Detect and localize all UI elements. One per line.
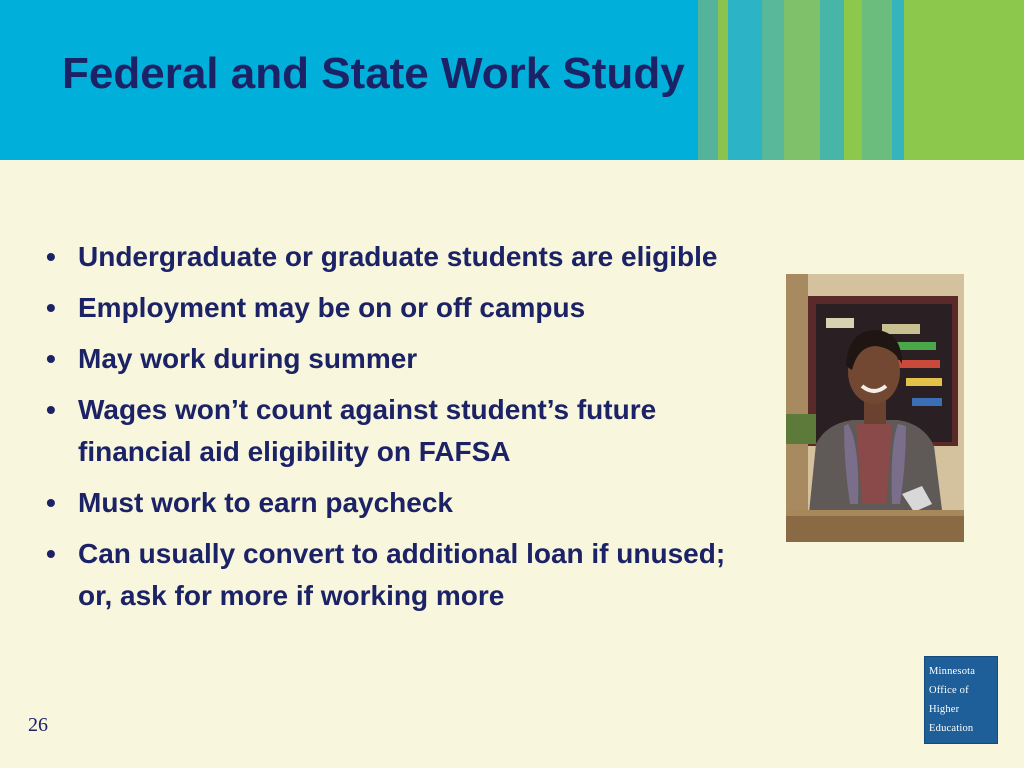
bullet-text: Undergraduate or graduate students are eligible xyxy=(78,241,718,272)
header-stripe xyxy=(762,0,784,160)
logo-text: Minnesota xyxy=(929,666,976,677)
bullet-item xyxy=(46,482,756,524)
header-stripe xyxy=(844,0,862,160)
slide-title: Federal and State Work Study xyxy=(62,49,685,98)
bullet-item xyxy=(46,533,756,617)
bullet-icon: • xyxy=(46,487,56,518)
header-stripe xyxy=(784,0,820,160)
bullet-item xyxy=(46,236,756,278)
header-stripe xyxy=(904,0,1024,160)
logo-text: Office of xyxy=(929,685,969,696)
bullet-text: Must work to earn paycheck xyxy=(78,487,454,518)
header-stripe xyxy=(820,0,844,160)
bullet-text: Employment may be on or off campus xyxy=(78,292,586,323)
bullet-icon: • xyxy=(46,292,56,323)
header-stripe xyxy=(718,0,728,160)
logo-text: Education xyxy=(929,723,974,734)
header-stripe xyxy=(892,0,904,160)
header-stripe xyxy=(728,0,762,160)
bullet-item xyxy=(46,389,756,473)
header-stripe xyxy=(862,0,892,160)
organization-logo xyxy=(924,656,998,744)
header-stripe xyxy=(698,0,718,160)
bullet-icon: • xyxy=(46,538,56,569)
bullet-text: May work during summer xyxy=(78,343,418,374)
bullet-item xyxy=(46,287,756,329)
bullet-list xyxy=(46,236,756,626)
page-number: 26 xyxy=(28,714,48,736)
student-photo xyxy=(786,274,964,542)
logo-text: Higher xyxy=(929,704,960,715)
bullet-item xyxy=(46,338,756,380)
bullet-icon: • xyxy=(46,241,56,272)
bullet-icon: • xyxy=(46,394,56,425)
bullet-text: Wages won’t count against student’s future financial aid eligibility on FAFSA xyxy=(78,394,657,467)
bullet-icon: • xyxy=(46,343,56,374)
bullet-text: Can usually convert to additional loan if unused; or, ask for more if working more xyxy=(78,538,726,611)
